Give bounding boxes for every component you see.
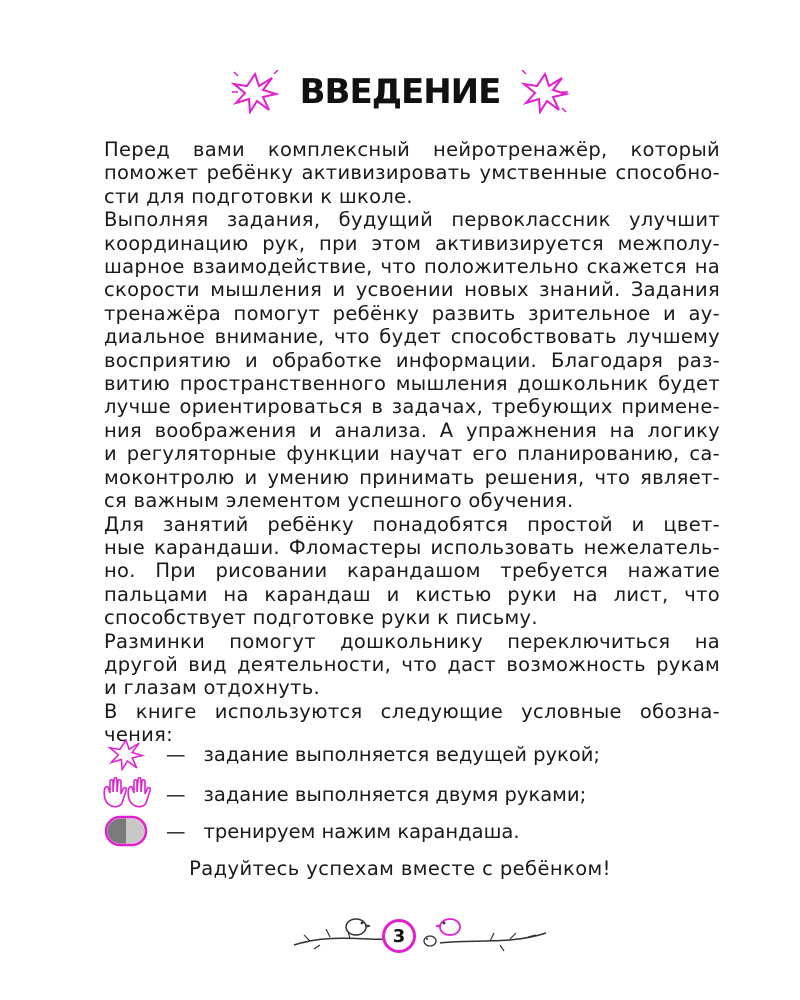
star-icon (230, 70, 280, 114)
star-icon (520, 70, 570, 114)
page-title: ВВЕДЕНИЕ (299, 72, 501, 112)
paragraph (74, 138, 720, 208)
text-line: чения: (104, 723, 174, 747)
text-line: и глазам отдохнуть. (104, 676, 321, 700)
legend-dash: — (166, 742, 186, 766)
text-line: шарное взаимодействие, что положительно скажется на (104, 255, 720, 279)
text-line: В книге используются следующие условные обозна- (104, 699, 720, 723)
page-footer (290, 905, 550, 965)
text-line: Перед вами комплексный нейротренажёр, который (104, 138, 720, 161)
text-line: Выполняя задания, будущий первоклассник улучшит (104, 208, 720, 232)
paragraph (74, 208, 720, 512)
page-number: 3 (382, 919, 416, 953)
text-line: ся важным элементом успешного обучения. (104, 489, 574, 513)
text-line: Разминки помогут дошкольнику переключиться на (104, 629, 720, 653)
text-line: способствует подготовке руки к письму. (104, 606, 538, 630)
text-line: моконтролю и умению принимать решения, что являет- (104, 465, 720, 489)
paragraph (74, 630, 720, 700)
title-row (0, 62, 800, 122)
pencil-pressure-icon (100, 813, 152, 849)
legend-text: задание выполняется двумя руками; (203, 782, 587, 806)
legend-item-pencil-pressure (100, 813, 700, 849)
legend-item-star (100, 736, 700, 772)
text-line: другой вид деятельности, что даст возможность рукам (104, 652, 720, 676)
text-line: ные карандаши. Фломастеры использовать нежелатель- (104, 535, 720, 559)
text-line: ния воображения и анализа. А упражнения на логику (104, 418, 720, 442)
text-line: координацию рук, при этом активизируется межполу- (104, 231, 720, 255)
text-line: тренажёра помогут ребёнку развить зрительное и ау- (104, 301, 720, 325)
branch-birds-icon (290, 905, 550, 965)
legend-text: тренируем нажим карандаша. (203, 819, 520, 843)
text-line: поможет ребёнку активизировать умственные способно- (104, 161, 720, 185)
two-hands-icon (100, 776, 152, 812)
text-line: сти для подготовки к школе. (104, 184, 413, 208)
legend-item-two-hands (100, 776, 700, 812)
intro-text (74, 138, 720, 747)
legend-dash: — (166, 819, 186, 843)
closing-line: Радуйтесь успехам вместе с ребёнком! (189, 857, 611, 880)
text-line: диальное внимание, что будет способствовать лучшему (104, 325, 720, 349)
text-line: и регуляторные функции научат его планированию, са- (104, 442, 720, 466)
text-line: лучше ориентироваться в задачах, требующих примене- (104, 395, 720, 419)
text-line: Для занятий ребёнку понадобятся простой и цвет- (104, 512, 720, 536)
text-line: но. При рисовании карандашом требуется нажатие (104, 559, 720, 583)
paragraph (74, 513, 720, 630)
legend-dash: — (166, 782, 186, 806)
text-line: витию пространственного мышления дошкольник будет (104, 372, 720, 396)
text-line: пальцами на карандаш и кистью руки на лист, что (104, 582, 720, 606)
text-line: скорости мышления и усвоении новых знаний. Задания (104, 278, 720, 302)
text-line: восприятию и обработке информации. Благодаря раз- (104, 348, 720, 372)
legend-text: задание выполняется ведущей рукой; (203, 742, 601, 766)
star-icon (100, 736, 152, 772)
